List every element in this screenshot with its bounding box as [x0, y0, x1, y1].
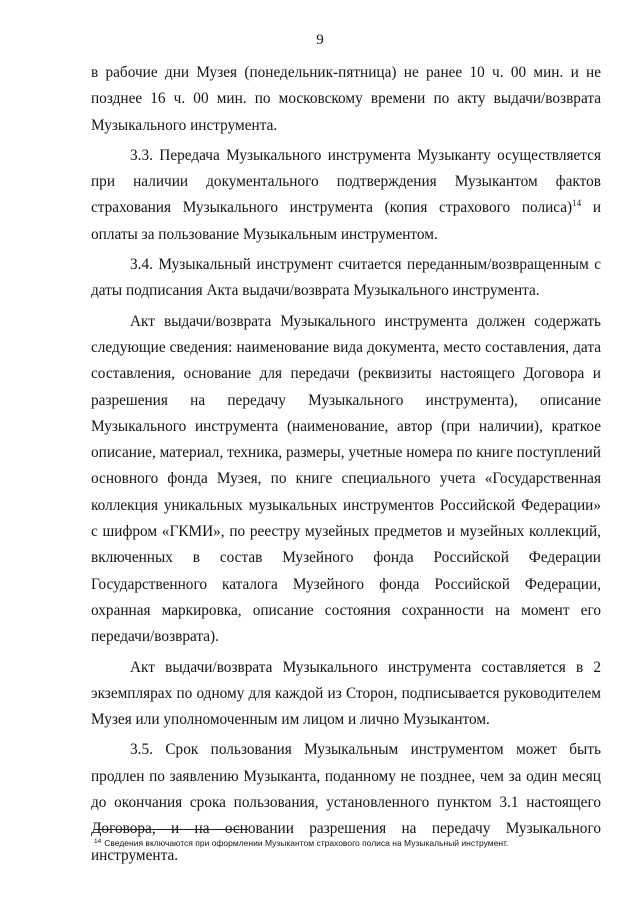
- paragraph-text: 3.3. Передача Музыкального инструмента Музыканту осуществляется при наличии документального подтверждения Музыкантом фактов страхования Музыкального инструмента (копия страхового полиса): [91, 146, 601, 217]
- paragraph-3-5: 3.5. Срок пользования Музыкальным инструментом может быть продлен по заявлению Музыканта, поданному не позднее, чем за один месяц до окончания срока пользования, установленного пунктом 3.1 настоящего Договора, и на основании разрешения на передачу Музыкального инструмента.: [91, 741, 601, 864]
- page-number: 9: [316, 32, 324, 48]
- footnote: [94, 838, 600, 850]
- footnote-separator: [94, 829, 248, 830]
- paragraph-act-copies: Акт выдачи/возврата Музыкального инструмента составляется в 2 экземплярах по одному для каждой из Сторон, подписывается руководителем Музея или уполномоченным им лицом и лично Музыкантом.: [91, 658, 601, 729]
- footnote-mark: 14: [94, 838, 102, 845]
- footnote-reference: 14: [572, 198, 582, 209]
- paragraph-3-3: [91, 143, 601, 248]
- paragraph-continuation: в рабочие дни Музея (понедельник-пятница) не ранее 10 ч. 00 мин. и не позднее 16 ч. 00 мин. по московскому времени по акту выдачи/возврата Музыкального инструмента.: [91, 64, 601, 134]
- footnote-text: Сведения включаются при оформлении Музыкантом страхового полиса на Музыкальный инструмент.: [104, 838, 509, 848]
- document-body: [91, 60, 601, 869]
- paragraph-act-contents: Акт выдачи/возврата Музыкального инструмента должен содержать следующие сведения: наименование вида документа, место составления, дата составления, основание для передачи (реквизиты настоящего Договора и разрешения на передачу Музыкального инструмента), описание Музыкального инструмента (наименование, автор (при наличии), краткое описание, материал, техника, размеры, учетные номера по книге поступлений основного фонда Музея, по книге специального учета «Государственная коллекция уникальных музыкальных инструментов Российской Федерации» с шифром «ГКМИ», по реестру музейных предметов и музейных коллекций, включенных в состав Музейного фонда Российской Федерации Государственного каталога Музейного фонда Российской Федерации, охранная маркировка, описание состояния сохранности на момент его передачи/возврата).: [91, 312, 601, 646]
- paragraph-text-after: и оплаты за пользование Музыкальным инструментом.: [91, 199, 602, 243]
- paragraph-3-4: 3.4. Музыкальный инструмент считается переданным/возвращенным с даты подписания Акта выдачи/возврата Музыкального инструмента.: [91, 256, 601, 300]
